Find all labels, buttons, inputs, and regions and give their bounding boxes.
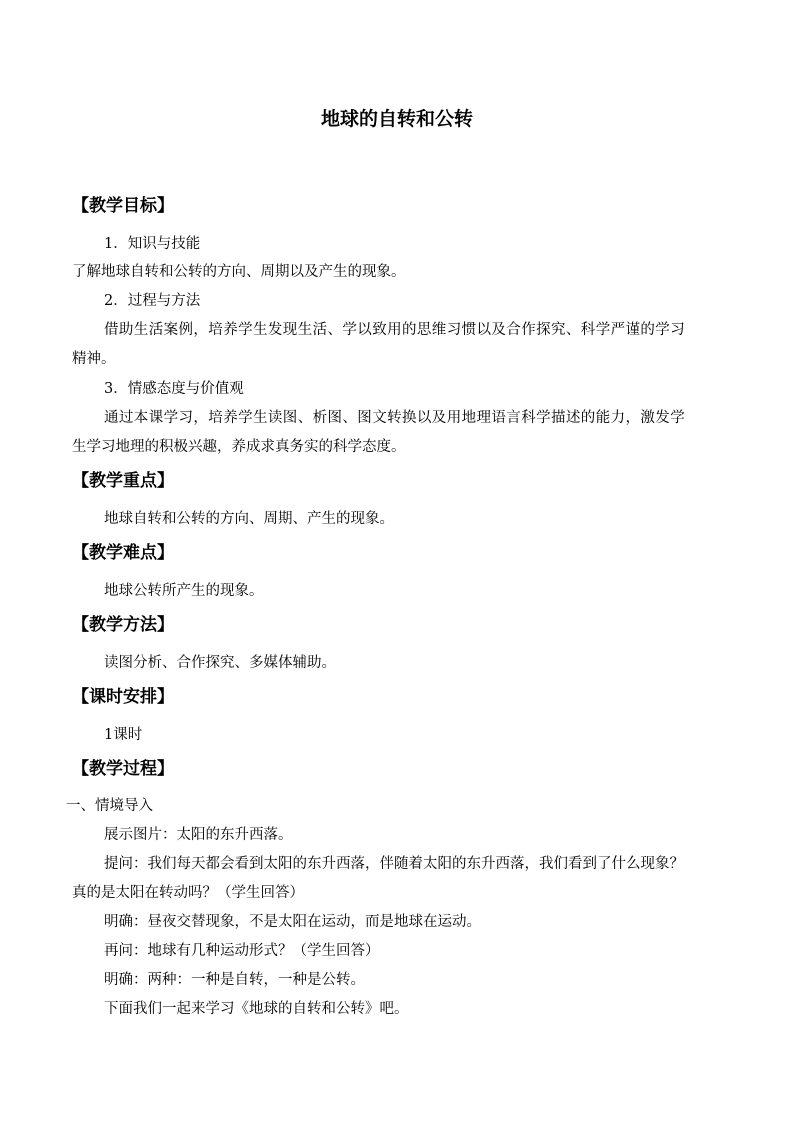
heading-schedule: 【课时安排】	[72, 687, 174, 707]
key-points-text: 地球自转和公转的方向、周期、产生的现象。	[104, 511, 394, 527]
goal-item-2-text-line1: 借助生活案例，培养学生发现生活、学以致用的思维习惯以及合作探究、科学严谨的学习	[104, 322, 686, 338]
goal-item-1-text: 了解地球自转和公转的方向、周期以及产生的现象。	[72, 264, 406, 280]
process-p3: 明确：昼夜交替现象，不是太阳在运动，而是地球在运动。	[104, 914, 481, 930]
goal-item-1: 1．知识与技能	[104, 236, 201, 252]
schedule-text: 1课时	[104, 727, 143, 743]
process-p5: 明确：两种：一种是自转，一种是公转。	[104, 972, 365, 988]
process-p1: 展示图片：太阳的东升西落。	[104, 827, 293, 843]
goal-item-2-text-line2: 精神。	[72, 351, 116, 367]
process-part-1: 一、情境导入	[66, 798, 153, 814]
process-p4: 再问：地球有几种运动形式？（学生回答）	[104, 943, 380, 959]
process-p2-line2: 真的是太阳在转动吗？（学生回答）	[72, 885, 304, 901]
heading-process: 【教学过程】	[72, 759, 174, 779]
goal-item-3: 3．情感态度与价值观	[104, 381, 244, 397]
heading-methods: 【教学方法】	[72, 615, 174, 635]
process-p6: 下面我们一起来学习《地球的自转和公转》吧。	[104, 1001, 409, 1017]
difficulties-text: 地球公转所产生的现象。	[104, 583, 264, 599]
page-title: 地球的自转和公转	[320, 108, 473, 130]
heading-difficulties: 【教学难点】	[72, 543, 174, 563]
goal-item-3-text-line2: 生学习地理的积极兴趣，养成求真务实的科学态度。	[72, 439, 406, 455]
heading-key-points: 【教学重点】	[72, 471, 174, 491]
process-p2-line1: 提问：我们每天都会看到太阳的东升西落，伴随着太阳的东升西落，我们看到了什么现象？	[104, 856, 684, 872]
goal-item-2: 2．过程与方法	[104, 293, 201, 309]
methods-text: 读图分析、合作探究、多媒体辅助。	[104, 655, 336, 671]
heading-teaching-goals: 【教学目标】	[72, 196, 174, 216]
goal-item-3-text-line1: 通过本课学习，培养学生读图、析图、图文转换以及用地理语言科学描述的能力，激发学	[104, 410, 686, 426]
